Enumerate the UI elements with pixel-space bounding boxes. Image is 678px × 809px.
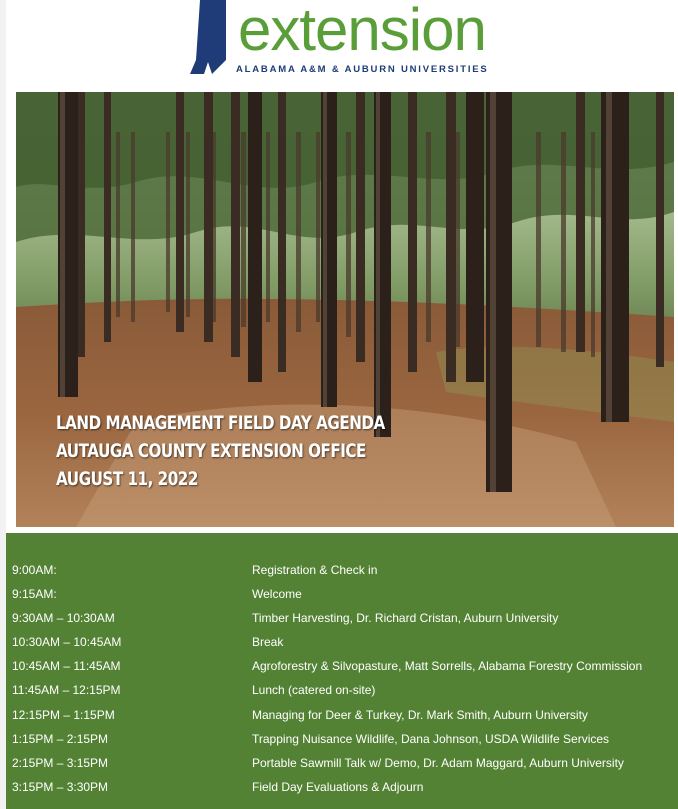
- agenda-item: Welcome: [252, 587, 302, 601]
- pine-forest-photo: [16, 92, 674, 527]
- event-location: AUTAUGA COUNTY EXTENSION OFFICE: [56, 441, 366, 462]
- agenda-item: Timber Harvesting, Dr. Richard Cristan, Auburn University: [252, 611, 559, 625]
- agenda-item: Lunch (catered on-site): [252, 683, 376, 697]
- hero-title-block: [56, 410, 385, 494]
- agenda-panel: [6, 533, 678, 809]
- agenda-row: [6, 729, 678, 749]
- agenda-time: 3:15PM – 3:30PM: [12, 780, 109, 794]
- event-title: LAND MANAGEMENT FIELD DAY AGENDA: [56, 413, 385, 434]
- agenda-row: [6, 584, 678, 604]
- agenda-row: [6, 777, 678, 797]
- agenda-time: 9:00AM:: [12, 563, 57, 577]
- agenda-item: Agroforestry & Silvopasture, Matt Sorrells, Alabama Forestry Commission: [252, 659, 643, 673]
- agenda-item: Registration & Check in: [252, 563, 378, 577]
- agenda-time: 1:15PM – 2:15PM: [12, 732, 109, 746]
- logo-wordmark: extension: [238, 0, 486, 63]
- agenda-row: [6, 608, 678, 628]
- agenda-time: 2:15PM – 3:15PM: [12, 756, 109, 770]
- agenda-time: 10:30AM – 10:45AM: [12, 635, 122, 649]
- agenda-row: [6, 656, 678, 676]
- logo-subtitle: ALABAMA A&M & AUBURN UNIVERSITIES: [236, 64, 489, 75]
- agenda-time: 10:45AM – 11:45AM: [12, 659, 121, 673]
- agenda-time: 9:15AM:: [12, 587, 57, 601]
- agenda-time: 9:30AM – 10:30AM: [12, 611, 115, 625]
- agenda-row: [6, 560, 678, 580]
- agenda-row: [6, 632, 678, 652]
- extension-logo: [186, 0, 506, 82]
- agenda-row: [6, 753, 678, 773]
- agenda-item: Break: [252, 635, 284, 649]
- agenda-row: [6, 680, 678, 700]
- agenda-time: 11:45AM – 12:15PM: [12, 683, 121, 697]
- agenda-item: Trapping Nuisance Wildlife, Dana Johnson, USDA Wildlife Services: [252, 732, 610, 746]
- agenda-item: Managing for Deer & Turkey, Dr. Mark Smith, Auburn University: [252, 708, 588, 722]
- agenda-row: [6, 705, 678, 725]
- agenda-item: Portable Sawmill Talk w/ Demo, Dr. Adam Maggard, Auburn University: [252, 756, 624, 770]
- agenda-time: 12:15PM – 1:15PM: [12, 708, 115, 722]
- agenda-item: Field Day Evaluations & Adjourn: [252, 780, 424, 794]
- event-date: AUGUST 11, 2022: [56, 469, 198, 490]
